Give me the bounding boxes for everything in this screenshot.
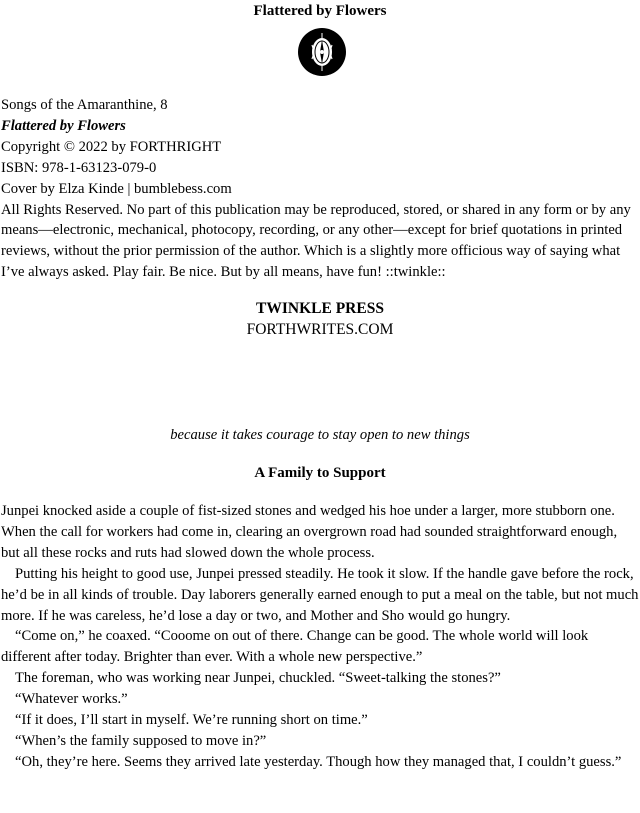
paragraph: “Oh, they’re here. Seems they arrived late yesterday. Though how they managed that, I couldn’t guess.” <box>15 753 622 770</box>
chapter-title: A Family to Support <box>254 465 386 481</box>
dedication: because it takes courage to stay open to new things <box>170 427 470 443</box>
paragraph: Junpei knocked aside a couple of fist-sized stones and wedged his hoe under a larger, more stubborn one. When the call for workers had come in, clearing an overgrown road had sounded straightforward enough, but all these rocks and ruts had slowed down the whole process. <box>1 503 618 561</box>
paragraph: “When’s the family supposed to move in?” <box>15 732 267 749</box>
paragraph: The foreman, who was working near Junpei, chuckled. “Sweet-talking the stones?” <box>15 670 501 687</box>
rights-statement: All Rights Reserved. No part of this publication may be reproduced, stored, or shared in any form or by any means—electronic, mechanical, photocopy, recording, or any other—except for brief quotations in printed reviews, without the prior permission of the author. Which is a slightly more officious way of saying what I’ve always asked. Play fair. Be nice. But by all means, have fun! ::twinkle:: <box>1 201 631 281</box>
chapter-body <box>1 501 639 773</box>
isbn-line: ISBN: 978-1-63123-079-0 <box>1 159 157 176</box>
paragraph: “Whatever works.” <box>15 691 128 708</box>
book-title: Flattered by Flowers <box>1 117 126 134</box>
publisher-site: FORTHWRITES.COM <box>246 321 394 338</box>
page-title: Flattered by Flowers <box>253 3 387 19</box>
copyright-line: Copyright © 2022 by FORTHRIGHT <box>1 138 222 155</box>
paragraph: “Come on,” he coaxed. “Cooome on out of there. Change can be good. The whole world will look different after today. Brighter than ever. With a whole new perspective.” <box>1 628 589 666</box>
paragraph: Putting his height to good use, Junpei pressed steadily. He took it slow. If the handle gave before the rock, he’d be in all kinds of trouble. Day laborers generally earned enough to put a meal on the table, but not much more. If he was careless, he’d lose a day or two, and Mother and Sho would go hungry. <box>1 565 639 624</box>
paragraph: “If it does, I’ll start in myself. We’re running short on time.” <box>15 712 368 729</box>
cover-credit: Cover by Elza Kinde | bumblebess.com <box>1 180 232 197</box>
circular-ornament-icon <box>298 28 346 76</box>
front-matter <box>1 95 639 283</box>
series-line: Songs of the Amaranthine, 8 <box>1 97 168 113</box>
publisher-name: TWINKLE PRESS <box>256 300 384 317</box>
